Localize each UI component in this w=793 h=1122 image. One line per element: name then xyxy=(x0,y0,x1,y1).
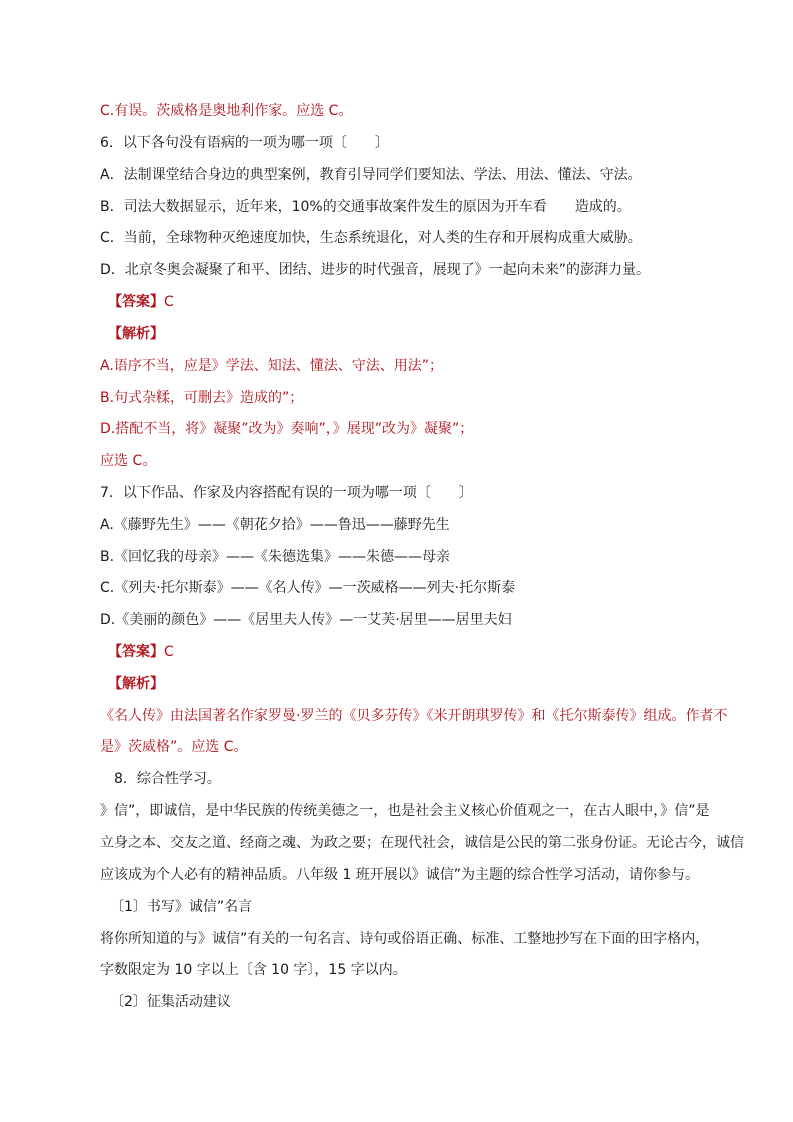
q8-intro-line: 应该成为个人必有的精神品质。八年级 1 班开展以》诚信”为主题的综合性学习活动，请你参与。 xyxy=(100,867,700,883)
q6-conclusion: 应选 C。 xyxy=(100,453,157,469)
q6-answer xyxy=(108,292,174,312)
q8-intro-line: 立身之本、交友之道、经商之魂、为政之要；在现代社会，诚信是公民的第二张身份证。无论古今，诚信 xyxy=(100,835,744,851)
q7-analysis-line: 《名人传》由法国著名作家罗曼·罗兰的《贝多芬传》《米开朗琪罗传》和《托尔斯泰传》组成。作者不 xyxy=(100,708,728,724)
q7-option-d: D.《美丽的颜色》——《居里夫人传》—一艾芙·居里——居里夫妇 xyxy=(100,612,512,628)
q5-tail: C.有误。茨威格是奥地利作家。应选 C。 xyxy=(100,103,353,119)
q6-stem: 6．以下各句没有语病的一项为哪一项〔 〕 xyxy=(100,135,389,151)
q8-part1-text: 将你所知道的与》诚信”有关的一句名言、诗句或俗语正确、标准、工整地抄写在下面的田字格内， xyxy=(100,931,710,947)
q6-option-c: C．当前，全球物种灭绝速度加快，生态系统退化，对人类的生存和开展构成重大威胁。 xyxy=(100,230,642,246)
q6-answer-label: 【答案】 xyxy=(108,294,164,310)
q6-option-a: A．法制课堂结合身边的典型案例，教育引导同学们要知法、学法、用法、懂法、守法。 xyxy=(100,167,642,183)
q6-analysis-line: B.句式杂糅，可删去》造成的”； xyxy=(100,390,304,406)
q7-option-c: C.《列夫·托尔斯泰》——《名人传》—一茨威格——列夫·托尔斯泰 xyxy=(100,580,516,596)
q6-answer-value: C xyxy=(164,294,174,310)
q7-answer-value: C xyxy=(164,644,174,660)
q8-intro-line: 》信”，即诚信，是中华民族的传统美德之一，也是社会主义核心价值观之一，在古人眼中，》信”是 xyxy=(100,803,710,819)
q7-analysis-line: 是》茨威格”。应选 C。 xyxy=(100,739,248,755)
q6-analysis-line: A.语序不当，应是》学法、知法、懂法、守法、用法”； xyxy=(100,358,444,374)
q6-option-b: B．司法大数据显示，近年来，10%的交通事故案件发生的原因为开车看 造成的。 xyxy=(100,199,631,215)
q7-option-a: A.《藤野先生》——《朝花夕拾》——鲁迅——藤野先生 xyxy=(100,517,450,533)
q8-part2-title: 〔2〕征集活动建议 xyxy=(110,994,231,1010)
q7-answer-label: 【答案】 xyxy=(108,644,164,660)
q7-option-b: B.《回忆我的母亲》——《朱德选集》——朱德——母亲 xyxy=(100,549,451,565)
q7-analysis-label: 【解析】 xyxy=(108,676,164,692)
q6-analysis-label: 【解析】 xyxy=(108,326,164,342)
q6-analysis-line: D.搭配不当，将》凝聚”改为》奏响”，》展现”改为》凝聚”； xyxy=(100,421,474,437)
q7-stem: 7．以下作品、作家及内容搭配有误的一项为哪一项〔 〕 xyxy=(100,485,473,501)
q6-option-d: D．北京冬奥会凝聚了和平、团结、进步的时代强音，展现了》一起向未来”的澎湃力量。 xyxy=(100,262,651,278)
q8-part1-text: 字数限定为 10 字以上〔含 10 字〕，15 字以内。 xyxy=(100,962,407,978)
q7-answer xyxy=(108,642,174,662)
q8-part1-title: 〔1〕书写》诚信”名言 xyxy=(110,899,253,915)
q8-stem: 8．综合性学习。 xyxy=(114,771,221,787)
